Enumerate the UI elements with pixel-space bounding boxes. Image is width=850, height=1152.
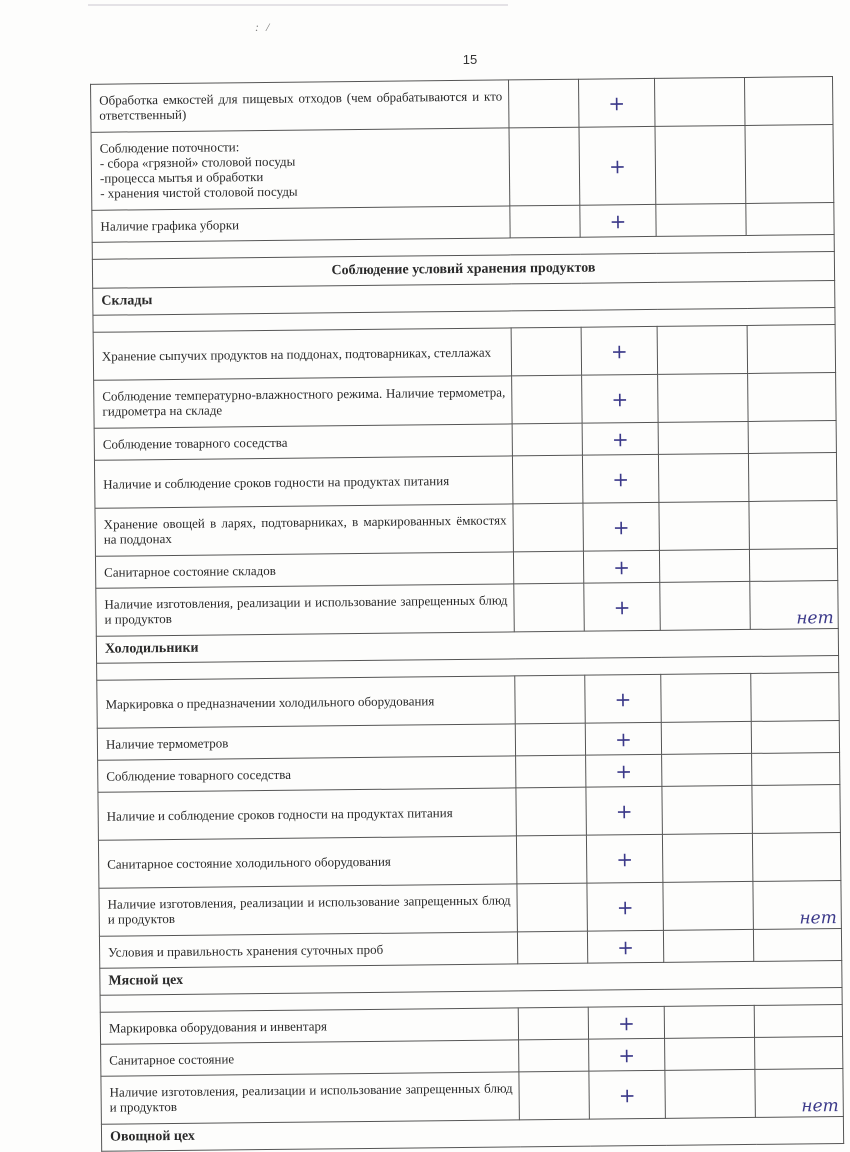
answer-cell-3[interactable] <box>661 673 751 722</box>
note-cell[interactable]: нет <box>753 881 841 930</box>
note-cell[interactable] <box>744 77 832 126</box>
plus-mark-cell[interactable]: + <box>584 582 660 631</box>
checklist-row <box>91 125 834 211</box>
plus-mark-cell[interactable]: + <box>580 204 656 237</box>
plus-mark-cell[interactable]: + <box>586 834 662 883</box>
criterion-text: Маркировка оборудования и инвентаря <box>100 1008 518 1044</box>
note-cell[interactable] <box>752 833 840 882</box>
answer-cell-1[interactable] <box>515 723 585 756</box>
plus-mark-cell[interactable]: + <box>581 326 657 375</box>
subsection-title: Холодильники <box>96 629 838 664</box>
checklist-sheet <box>90 76 843 1152</box>
answer-cell-1[interactable] <box>517 931 587 964</box>
answer-cell-3[interactable] <box>663 881 753 930</box>
checklist-row <box>94 453 836 509</box>
plus-mark-cell[interactable]: + <box>586 786 662 835</box>
answer-cell-3[interactable] <box>662 753 752 786</box>
note-cell[interactable] <box>748 421 836 454</box>
criterion-text: Соблюдение поточности: - сбора «грязной» столовой посуды -процесса мытья и обработки - хранения чистой столовой посуды <box>91 128 510 210</box>
answer-cell-3[interactable] <box>660 581 750 630</box>
note-cell[interactable] <box>752 753 840 786</box>
answer-cell-1[interactable] <box>511 327 581 376</box>
answer-cell-1[interactable] <box>516 755 586 788</box>
answer-cell-3[interactable] <box>656 203 746 236</box>
note-cell[interactable] <box>745 125 834 204</box>
subsection-title: Овощной цех <box>101 1116 843 1151</box>
answer-cell-1[interactable] <box>514 583 584 632</box>
note-cell[interactable] <box>751 721 839 754</box>
plus-mark-cell[interactable]: + <box>582 454 658 503</box>
checklist-row <box>94 373 836 429</box>
criterion-text: Наличие изготовления, реализации и использование запрещенных блюд и продуктов <box>101 1072 519 1124</box>
note-cell[interactable] <box>747 325 835 374</box>
plus-mark-cell[interactable]: + <box>587 882 663 931</box>
subsection-title: Мясной цех <box>100 960 842 995</box>
answer-cell-3[interactable] <box>658 421 748 454</box>
answer-cell-1[interactable] <box>517 883 587 932</box>
note-cell[interactable] <box>755 1036 843 1069</box>
page-number: 15 <box>462 52 478 67</box>
note-cell[interactable] <box>754 1004 842 1037</box>
plus-mark-cell[interactable]: + <box>585 674 661 723</box>
answer-cell-3[interactable] <box>659 501 749 550</box>
inspection-table <box>90 76 844 1152</box>
answer-cell-3[interactable] <box>654 77 744 126</box>
criterion-text: Соблюдение температурно-влажностного режима. Наличие термометра, гидрометра на складе <box>94 376 512 428</box>
section-title: Соблюдение условий хранения продуктов <box>92 252 834 289</box>
plus-mark-cell[interactable]: + <box>585 722 661 755</box>
answer-cell-3[interactable] <box>662 833 752 882</box>
checklist-row <box>96 581 838 637</box>
answer-cell-1[interactable] <box>518 1007 588 1040</box>
answer-cell-1[interactable] <box>510 205 580 238</box>
plus-mark-cell[interactable]: + <box>583 502 659 551</box>
answer-cell-3[interactable] <box>661 721 751 754</box>
plus-mark-cell[interactable]: + <box>582 422 658 455</box>
answer-cell-3[interactable] <box>655 125 746 204</box>
answer-cell-3[interactable] <box>659 549 749 582</box>
criterion-text: Обработка емкостей для пищевых отходов (чем обрабатываются и кто ответственный) <box>91 80 509 132</box>
note-cell[interactable] <box>753 929 841 962</box>
criterion-text: Условия и правильность хранения суточных проб <box>99 932 517 968</box>
note-cell[interactable] <box>748 373 836 422</box>
plus-mark-cell[interactable]: + <box>588 1006 664 1039</box>
plus-mark-cell[interactable]: + <box>578 78 654 127</box>
note-cell[interactable] <box>748 453 836 502</box>
note-cell[interactable]: нет <box>750 581 838 630</box>
criterion-text: Соблюдение товарного соседства <box>98 756 516 792</box>
criterion-text: Наличие изготовления, реализации и использование запрещенных блюд и продуктов <box>99 884 517 936</box>
answer-cell-3[interactable] <box>665 1069 755 1118</box>
criterion-text: Санитарное состояние <box>101 1040 519 1076</box>
note-cell[interactable] <box>749 501 837 550</box>
answer-cell-1[interactable] <box>513 503 583 552</box>
plus-mark-cell[interactable]: + <box>589 1070 665 1119</box>
answer-cell-3[interactable] <box>664 1005 754 1038</box>
scan-edge-line <box>88 4 508 6</box>
answer-cell-1[interactable] <box>519 1071 589 1120</box>
checklist-row <box>91 77 833 133</box>
plus-mark-cell[interactable]: + <box>587 930 663 963</box>
answer-cell-1[interactable] <box>512 375 582 424</box>
answer-cell-1[interactable] <box>512 455 582 504</box>
note-cell[interactable] <box>751 673 839 722</box>
answer-cell-1[interactable] <box>513 551 583 584</box>
criterion-text: Хранение овощей в ларях, подтоварниках, в маркированных ёмкостях на поддонах <box>95 504 513 556</box>
checklist-row <box>98 833 840 889</box>
criterion-text: Соблюдение товарного соседства <box>94 424 512 460</box>
answer-cell-3[interactable] <box>663 929 753 962</box>
answer-cell-3[interactable] <box>665 1037 755 1070</box>
subsection-title: Склады <box>93 281 835 316</box>
criterion-text: Наличие и соблюдение сроков годности на продуктах питания <box>94 456 512 508</box>
note-cell[interactable] <box>749 549 837 582</box>
answer-cell-1[interactable] <box>519 1039 589 1072</box>
plus-mark-cell[interactable]: + <box>583 550 659 583</box>
criterion-text: Наличие изготовления, реализации и использование запрещенных блюд и продуктов <box>96 584 514 636</box>
answer-cell-1[interactable] <box>509 127 580 206</box>
answer-cell-3[interactable] <box>662 785 752 834</box>
note-cell[interactable]: нет <box>755 1068 843 1117</box>
criterion-text: Санитарное состояние холодильного оборудования <box>98 836 516 888</box>
criterion-text: Наличие термометров <box>97 724 515 760</box>
checklist-row <box>93 325 835 381</box>
criterion-text: Наличие графика уборки <box>92 206 510 242</box>
answer-cell-1[interactable] <box>512 423 582 456</box>
criterion-text: Наличие и соблюдение сроков годности на продуктах питания <box>98 788 516 840</box>
criterion-text: Хранение сыпучих продуктов на поддонах, подтоварниках, стеллажах <box>93 328 511 380</box>
checklist-row <box>98 785 840 841</box>
note-cell[interactable] <box>752 785 840 834</box>
answer-cell-3[interactable] <box>658 453 748 502</box>
answer-cell-3[interactable] <box>658 373 748 422</box>
checklist-row <box>99 881 841 937</box>
scan-marks: : / <box>255 20 272 34</box>
criterion-text: Маркировка о предназначении холодильного оборудования <box>97 676 515 728</box>
plus-mark-cell[interactable]: + <box>586 754 662 787</box>
answer-cell-1[interactable] <box>516 787 586 836</box>
plus-mark-cell[interactable]: + <box>579 126 656 205</box>
criterion-text: Санитарное состояние складов <box>95 552 513 588</box>
note-cell[interactable] <box>746 203 834 236</box>
answer-cell-3[interactable] <box>657 325 747 374</box>
answer-cell-1[interactable] <box>515 675 585 724</box>
checklist-row <box>95 501 837 557</box>
checklist-row <box>101 1068 843 1124</box>
plus-mark-cell[interactable]: + <box>589 1038 665 1071</box>
checklist-row <box>97 673 839 729</box>
plus-mark-cell[interactable]: + <box>582 374 658 423</box>
answer-cell-1[interactable] <box>509 79 579 128</box>
answer-cell-1[interactable] <box>516 835 586 884</box>
